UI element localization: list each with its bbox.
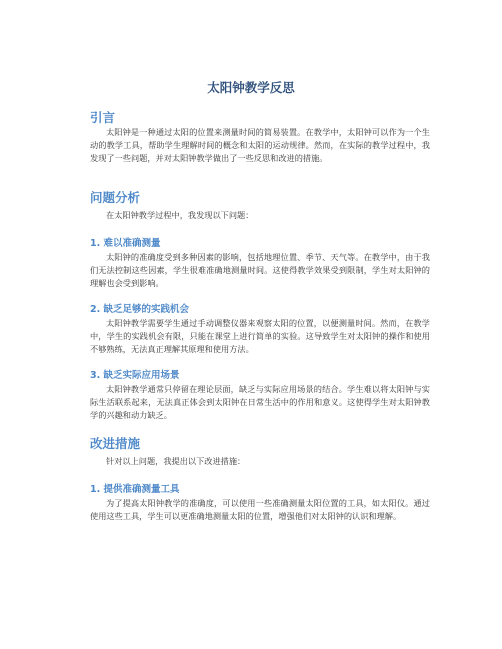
document-title: 太阳钟教学反思 [207,80,295,95]
problem-1-heading: 1. 难以准确测量 [90,238,161,249]
problem-analysis-intro: 在太阳钟教学过程中，我发现以下问题： [106,210,254,220]
section-heading-improvements: 改进措施 [90,436,141,451]
problem-3-paragraph: 太阳钟教学通常只停留在理论层面，缺乏与实际应用场景的结合。学生难以将太阳钟与实际生活联系起来，无法真正体会到太阳钟在日常生活中的作用和意义。这使得学生对太阳钟教学的兴趣和动力缺乏。 [90,384,430,421]
section-heading-introduction: 引言 [90,110,116,125]
problem-2-heading: 2. 缺乏足够的实践机会 [90,304,190,315]
introduction-paragraph: 太阳钟是一种通过太阳的位置来测量时间的简易装置。在教学中，太阳钟可以作为一个生动的教学工具，帮助学生理解时间的概念和太阳的运动规律。然而，在实际的教学过程中，我发现了一些问题，并对太阳钟教学做出了一些反思和改进的措施。 [90,127,430,164]
problem-1-paragraph: 太阳钟的准确度受到多种因素的影响，包括地理位置、季节、天气等。在教学中，由于我们无法控制这些因素，学生很难准确地测量时间。这使得教学效果受到限制，学生对太阳钟的理解也会受到影响。 [90,252,430,289]
problem-2-paragraph: 太阳钟教学需要学生通过手动调整仪器来观察太阳的位置，以便测量时间。然而，在教学中，学生的实践机会有限，只能在课堂上进行简单的实验。这导致学生对太阳钟的操作和使用不够熟练，无法真正理解其原理和使用方法。 [90,318,430,355]
improvement-1-paragraph: 为了提高太阳钟教学的准确度，可以使用一些准确测量太阳位置的工具，如太阳仪。通过使用这些工具，学生可以更准确地测量太阳的位置，增强他们对太阳钟的认识和理解。 [90,498,430,522]
improvement-1-heading: 1. 提供准确测量工具 [90,484,180,495]
improvements-intro: 针对以上问题，我提出以下改进措施： [106,456,246,466]
section-heading-problem-analysis: 问题分析 [90,190,141,205]
problem-3-heading: 3. 缺乏实际应用场景 [90,370,180,381]
